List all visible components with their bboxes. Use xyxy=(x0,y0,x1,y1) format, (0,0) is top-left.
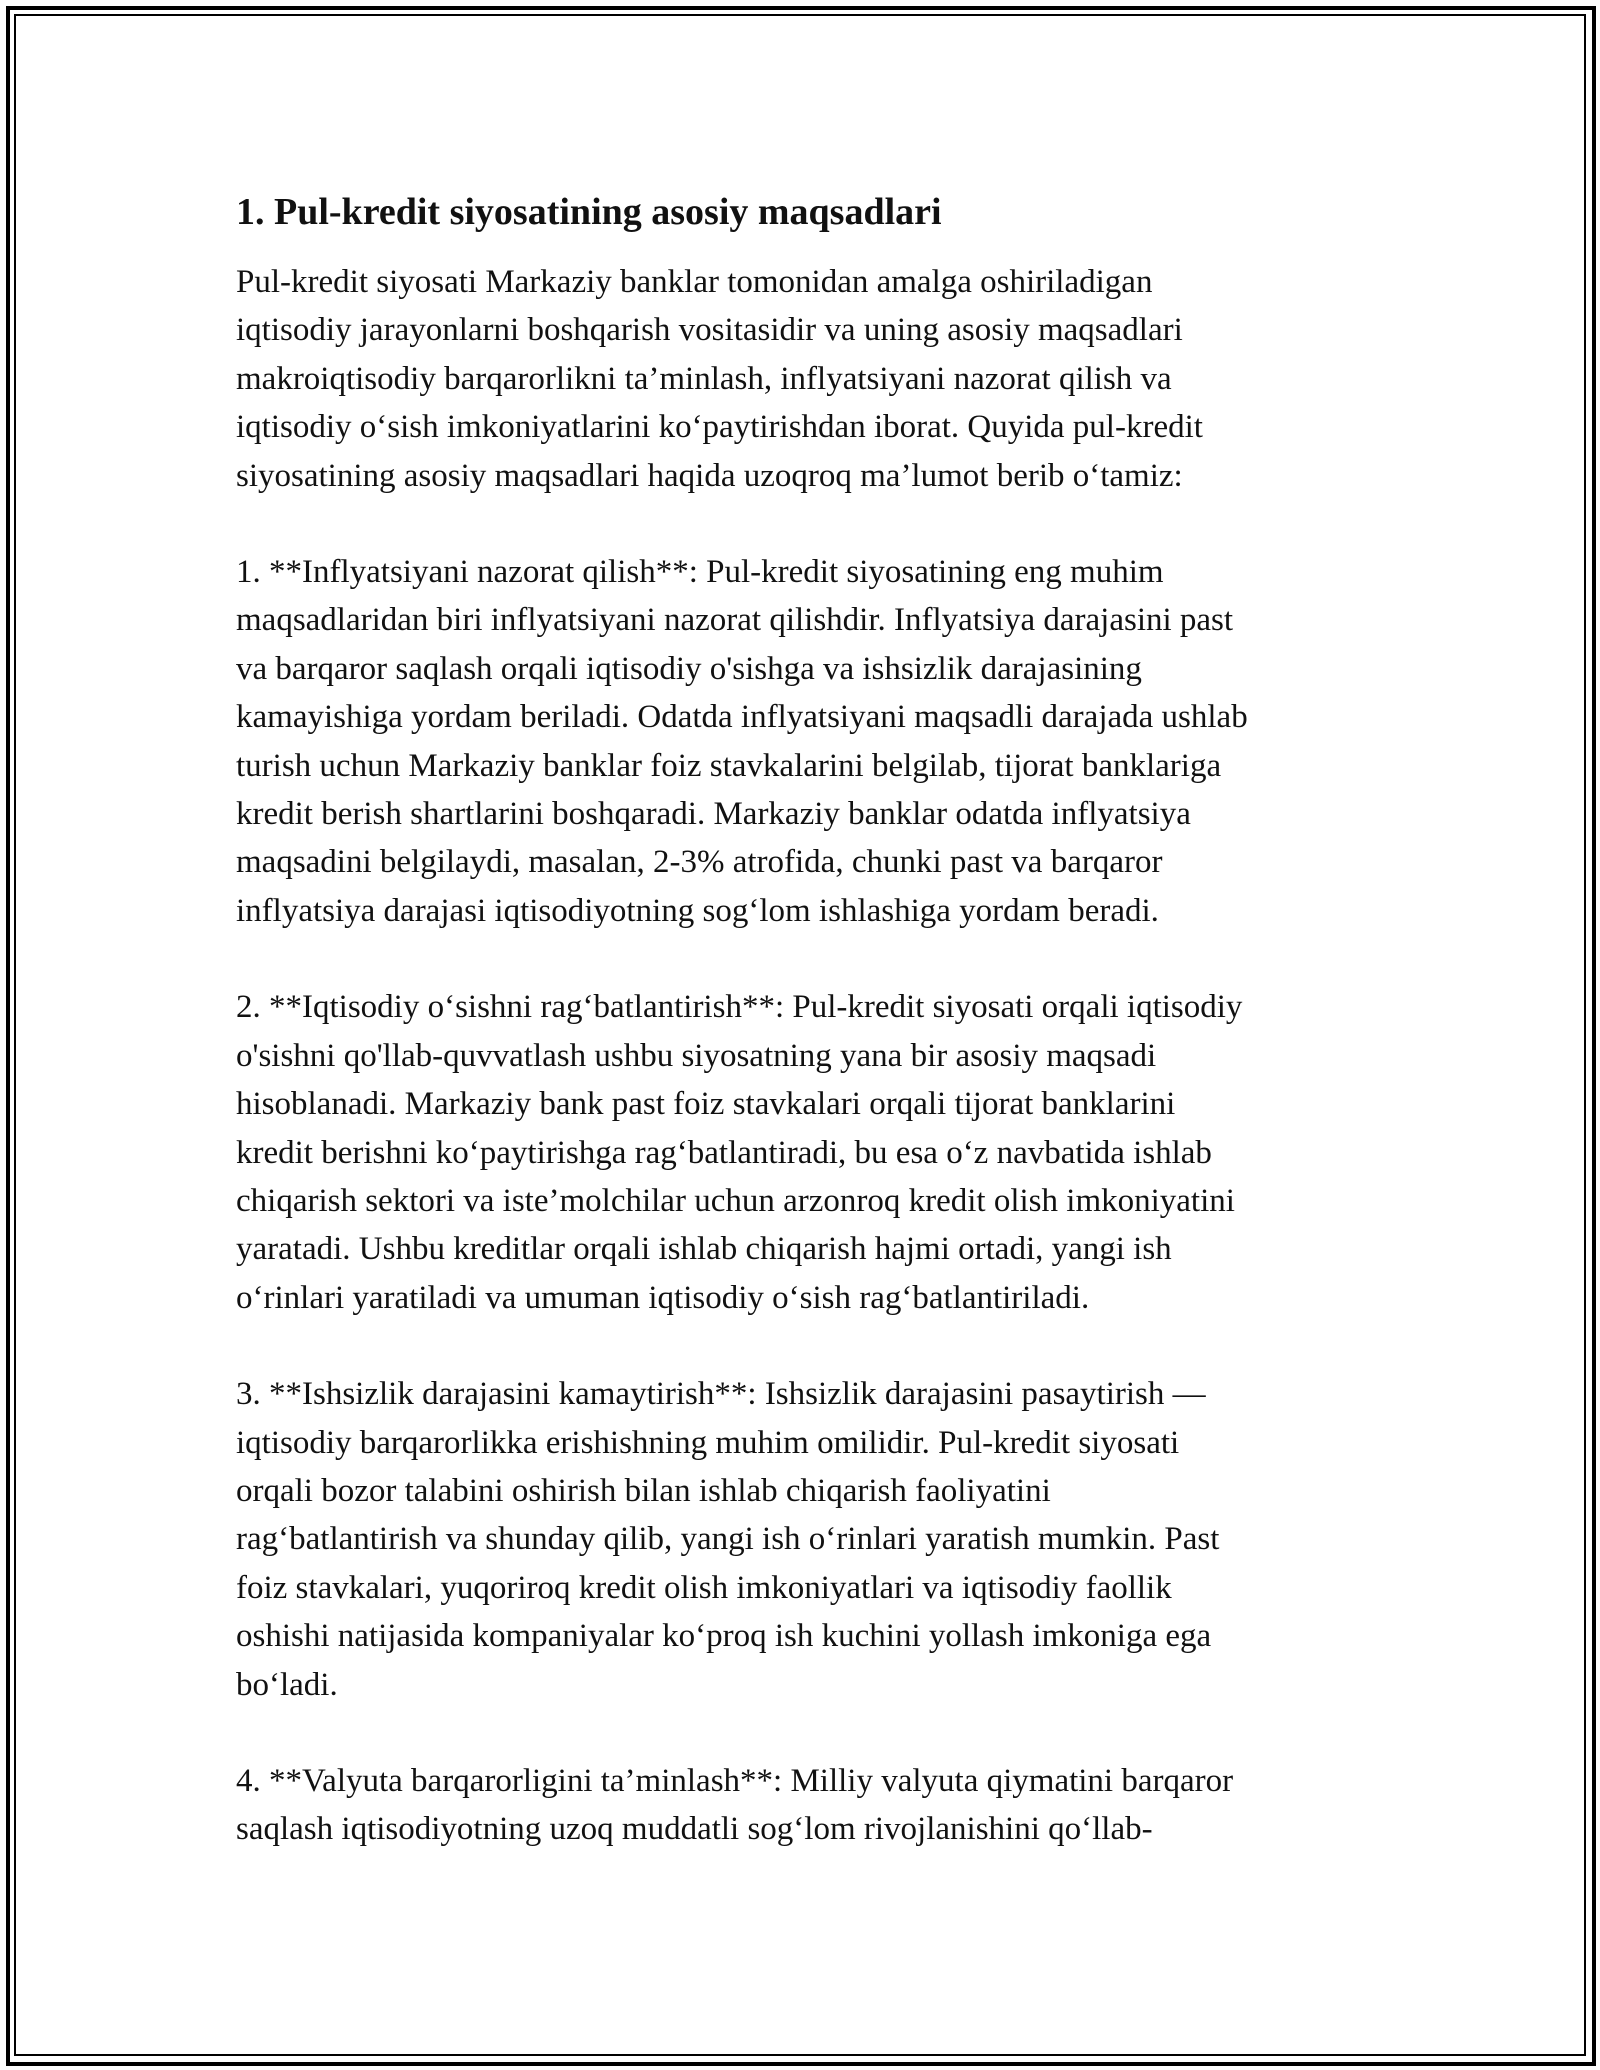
paragraph-item-3 xyxy=(236,1370,1366,1709)
text-line: kamayishiga yordam beriladi. Odatda inflyatsiyani maqsadli darajada ushlab xyxy=(236,699,1248,736)
text-line: iqtisodiy barqarorlikka erishishning muhim omilidir. Pul-kredit siyosati xyxy=(236,1424,1180,1461)
text-line: oshishi natijasida kompaniyalar ko‘proq ish kuchini yollash imkoniga ega xyxy=(236,1618,1212,1655)
text-line: inflyatsiya darajasi iqtisodiyotning sog‘lom ishlashiga yordam beradi. xyxy=(236,892,1159,929)
text-line: bo‘ladi. xyxy=(236,1666,338,1703)
text-line: 2. **Iqtisodiy o‘sishni rag‘batlantirish**: Pul-kredit siyosati orqali iqtisodiy xyxy=(236,989,1243,1026)
text-line: makroiqtisodiy barqarorlikni ta’minlash, inflyatsiyani nazorat qilish va xyxy=(236,360,1172,397)
paragraph-item-1 xyxy=(236,548,1366,935)
text-line: siyosatining asosiy maqsadlari haqida uzoqroq ma’lumot berib o‘tamiz: xyxy=(236,457,1183,494)
document-body xyxy=(236,186,1366,1902)
text-line: orqali bozor talabini oshirish bilan ishlab chiqarish faoliyatini xyxy=(236,1472,1051,1509)
paragraph-item-2 xyxy=(236,983,1366,1322)
text-line: turish uchun Markaziy banklar foiz stavkalarini belgilab, tijorat banklariga xyxy=(236,747,1222,784)
text-line: yaratadi. Ushbu kreditlar orqali ishlab chiqarish hajmi ortadi, yangi ish xyxy=(236,1231,1172,1268)
text-line: saqlash iqtisodiyotning uzoq muddatli sog‘lom rivojlanishini qo‘llab- xyxy=(236,1811,1153,1848)
text-line: iqtisodiy o‘sish imkoniyatlarini ko‘paytirishdan iborat. Quyida pul-kredit xyxy=(236,409,1203,446)
text-line: kredit berish shartlarini boshqaradi. Markaziy banklar odatda inflyatsiya xyxy=(236,796,1191,833)
text-line: maqsadini belgilaydi, masalan, 2-3% atrofida, chunki past va barqaror xyxy=(236,844,1163,881)
paragraph-intro xyxy=(236,258,1366,500)
text-line: foiz stavkalari, yuqoriroq kredit olish imkoniyatlari va iqtisodiy faollik xyxy=(236,1569,1172,1606)
text-line: kredit berishni ko‘paytirishga rag‘batlantiradi, bu esa o‘z navbatida ishlab xyxy=(236,1134,1212,1171)
text-line: o'sishni qo'llab-quvvatlash ushbu siyosatning yana bir asosiy maqsadi xyxy=(236,1037,1157,1074)
paragraph-item-4 xyxy=(236,1757,1366,1854)
text-line: hisoblanadi. Markaziy bank past foiz stavkalari orqali tijorat banklarini xyxy=(236,1086,1176,1123)
text-line: o‘rinlari yaratiladi va umuman iqtisodiy o‘sish rag‘batlantiriladi. xyxy=(236,1279,1090,1316)
text-line: chiqarish sektori va iste’molchilar uchun arzonroq kredit olish imkoniyatini xyxy=(236,1182,1235,1219)
text-line: iqtisodiy jarayonlarni boshqarish vositasidir va uning asosiy maqsadlari xyxy=(236,312,1183,349)
text-line: 3. **Ishsizlik darajasini kamaytirish**: Ishsizlik darajasini pasaytirish — xyxy=(236,1376,1206,1413)
text-line: rag‘batlantirish va shunday qilib, yangi ish o‘rinlari yaratish mumkin. Past xyxy=(236,1521,1220,1558)
text-line: Pul-kredit siyosati Markaziy banklar tomonidan amalga oshiriladigan xyxy=(236,264,1153,300)
text-line: va barqaror saqlash orqali iqtisodiy o'sishga va ishsizlik darajasining xyxy=(236,650,1142,687)
text-line: maqsadlaridan biri inflyatsiyani nazorat qilishdir. Inflyatsiya darajasini past xyxy=(236,602,1234,639)
text-line: 4. **Valyuta barqarorligini ta’minlash**: Milliy valyuta qiymatini barqaror xyxy=(236,1762,1234,1799)
section-title: 1. Pul-kredit siyosatining asosiy maqsadlari xyxy=(236,191,942,233)
text-line: 1. **Inflyatsiyani nazorat qilish**: Pul-kredit siyosatining eng muhim xyxy=(236,554,1164,591)
